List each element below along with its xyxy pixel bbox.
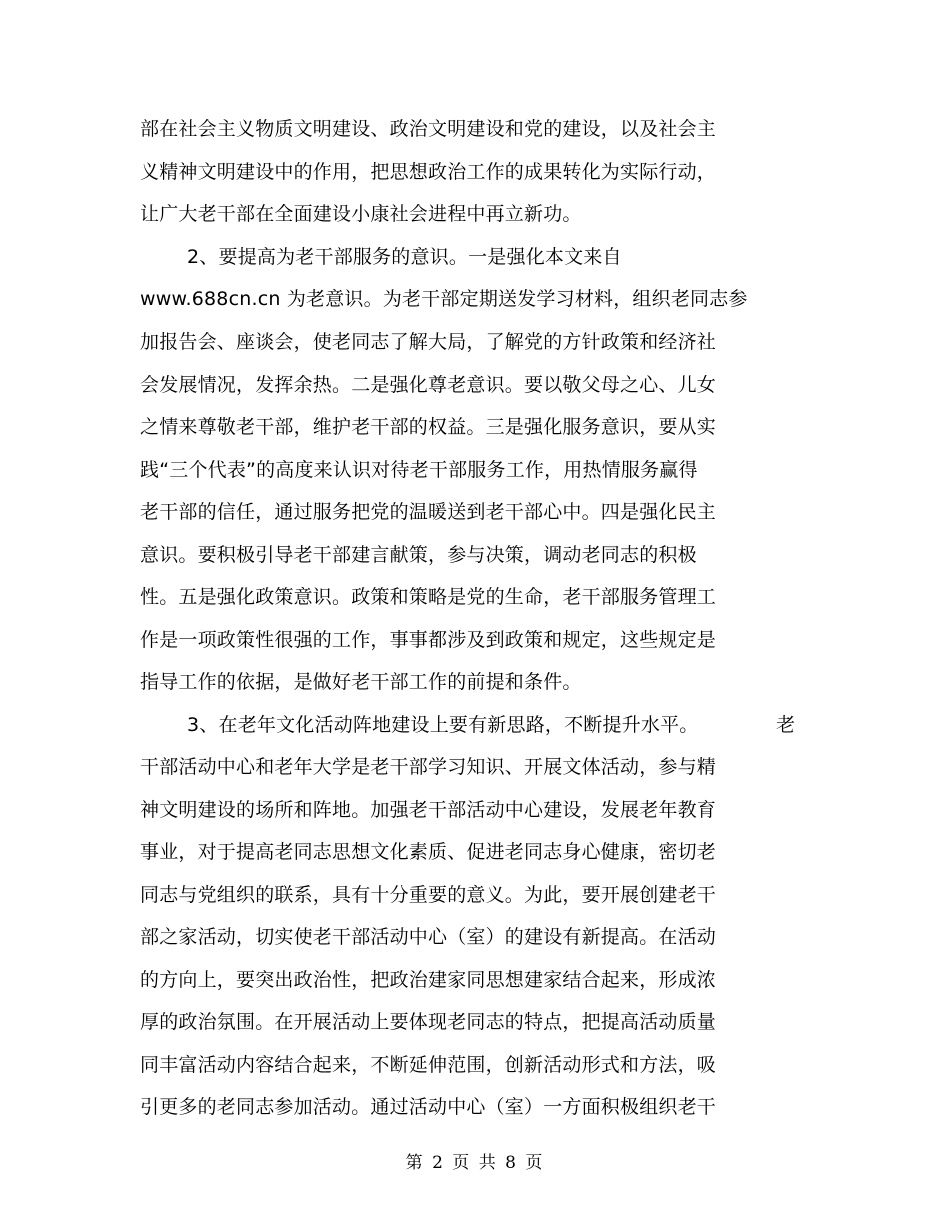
body-text-line: 干部活动中心和老年大学是老干部学习知识、开展文体活动，参与精 <box>140 756 717 778</box>
body-text-line: 指导工作的依据，是做好老干部工作的前提和条件。 <box>140 671 582 693</box>
body-text-line: 意识。要积极引导老干部建言献策，参与决策，调动老同志的积极 <box>140 544 697 566</box>
body-text-line: 部在社会主义物质文明建设、政治文明建设和党的建设，以及社会主 <box>140 118 717 140</box>
body-text-line: 作是一项政策性很强的工作，事事都涉及到政策和规定，这些规定是 <box>140 629 717 651</box>
body-text-line: 厚的政治氛围。在开展活动上要体现老同志的特点，把提高活动质量 <box>140 1011 717 1033</box>
body-text-line: 义精神文明建设中的作用，把思想政治工作的成果转化为实际行动， <box>140 161 717 183</box>
body-text-line: 的方向上，要突出政治性，把政治建家同思想建家结合起来，形成浓 <box>140 969 717 991</box>
body-text-line: 引更多的老同志参加活动。通过活动中心（室）一方面积极组织老干 <box>140 1096 717 1118</box>
body-text-line: 性。五是强化政策意识。政策和策略是党的生命，老干部服务管理工 <box>140 586 717 608</box>
line-tail-text: 老 <box>776 714 796 736</box>
body-text-line: 之情来尊敬老干部，维护老干部的权益。三是强化服务意识，要从实 <box>140 416 717 438</box>
body-text-line: 神文明建设的场所和阵地。加强老干部活动中心建设，发展老年教育 <box>140 799 717 821</box>
body-text-line: 老干部的信任，通过服务把党的温暖送到老干部心中。四是强化民主 <box>140 501 717 523</box>
body-text-line: 同丰富活动内容结合起来，不断延伸范围，创新活动形式和方法，吸 <box>140 1054 717 1076</box>
body-text-line: 加报告会、座谈会，使老同志了解大局，了解党的方针政策和经济社 <box>140 331 717 353</box>
paragraph-heading-3: 3、在老年文化活动阵地建设上要有新思路，不断提升水平。 <box>187 714 699 736</box>
body-text-line: 事业，对于提高老同志思想文化素质、促进老同志身心健康，密切老 <box>140 841 717 863</box>
body-text-line: 让广大老干部在全面建设小康社会进程中再立新功。 <box>140 203 582 225</box>
body-text-line: www.688cn.cn 为老意识。为老干部定期送发学习材料，组织老同志参 <box>140 288 748 310</box>
body-text-line: 部之家活动，切实使老干部活动中心（室）的建设有新提高。在活动 <box>140 926 717 948</box>
page-number-footer: 第 2 页 共 8 页 <box>405 1153 545 1173</box>
body-text-line: 践“三个代表”的高度来认识对待老干部服务工作，用热情服务赢得 <box>140 459 698 481</box>
body-text-line: 会发展情况，发挥余热。二是强化尊老意识。要以敬父母之心、儿女 <box>140 374 717 396</box>
paragraph-heading-2: 2、要提高为老干部服务的意识。一是强化本文来自 <box>187 246 622 268</box>
body-text-line: 同志与党组织的联系，具有十分重要的意义。为此，要开展创建老干 <box>140 884 717 906</box>
